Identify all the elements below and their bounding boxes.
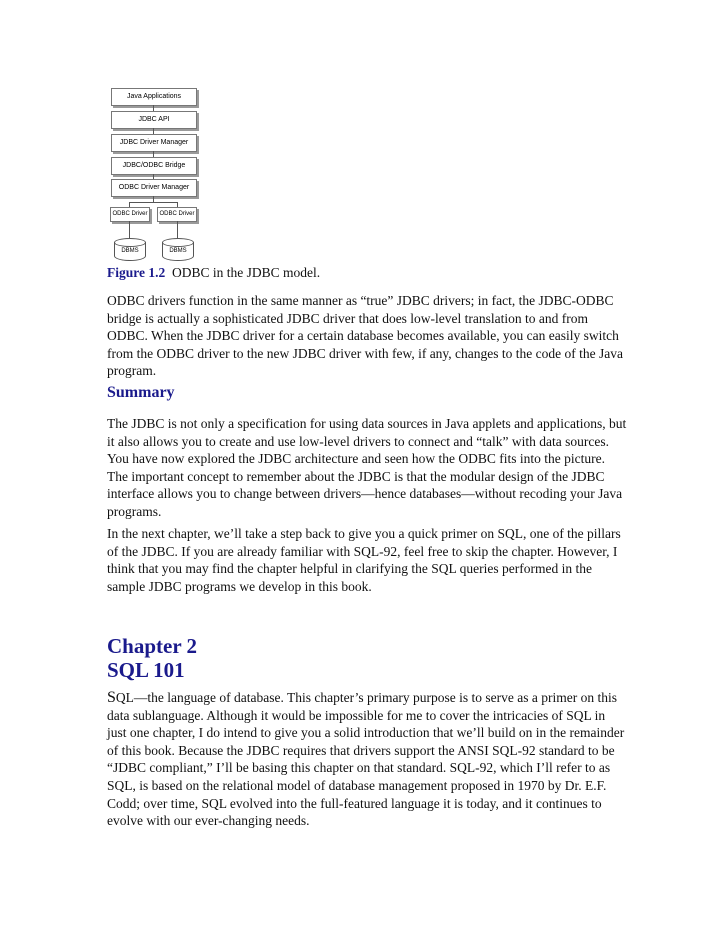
database-icon bbox=[114, 238, 146, 262]
box-odbc-driver-1: ODBC Driver bbox=[110, 207, 150, 222]
paragraph-next-chapter: In the next chapter, we’ll take a step back to give you a quick primer on SQL, one of the pillars of the JDBC. If you are already familiar with SQL-92, feel free to skip the chapter. However, I think that you may find the chapter helpful in clarifying the SQL queries performed in the sample JDBC programs we develop in this book. bbox=[107, 526, 621, 594]
figure-label: Figure 1.2 bbox=[107, 265, 166, 280]
box-jdbc-api: JDBC API bbox=[111, 111, 197, 129]
chapter-heading bbox=[107, 634, 197, 682]
box-java-applications: Java Applications bbox=[111, 88, 197, 106]
paragraph-summary: The JDBC is not only a specification for using data sources in Java applets and applications, but it also allows you to create and use low-level drivers to connect and “talk” with data sources. You have now explored the JDBC architecture and seen how the ODBC fits into the picture. The important concept to remember about the JDBC is that the modular design of the JDBC interface allows you to change between drivers—hence databases—without recoding your Java programs. bbox=[107, 416, 627, 519]
connector-line bbox=[129, 202, 177, 203]
paragraph-odbc-drivers: ODBC drivers function in the same manner as “true” JDBC drivers; in fact, the JDBC-ODBC bridge is actually a sophisticated JDBC driver that does low-level translation to and from ODBC. When the JDBC driver for a certain database becomes available, you can easily switch from the ODBC driver to the new JDBC driver with few, if any, changes to the code of the Java program. bbox=[107, 293, 623, 379]
box-odbc-driver-manager: ODBC Driver Manager bbox=[111, 179, 197, 197]
figure-caption-text: ODBC in the JDBC model. bbox=[172, 265, 321, 280]
database-icon bbox=[162, 238, 194, 262]
dbms-label-1: DBMS bbox=[121, 248, 139, 254]
paragraph-sql-intro-text: QL—the language of database. This chapter’s primary purpose is to serve as a primer on this data sublanguage. Although it would be impossible for me to cover the intricacies of SQL in just one chapter, I do intend to give you a solid introduction that we’ll build on in the remainder of this book. Because the JDBC requires that drivers support the ANSI SQL-92 standard to be “JDBC compliant,” I’ll be basing this chapter on that standard. SQL-92, which I’ll refer to as SQL, is based on the relational model of database management proposed in 1970 by Dr. E.F. Codd; over time, SQL evolved into the full-featured language it is today, and it continues to evolve with our ever-changing needs. bbox=[107, 690, 625, 829]
chapter-title: SQL 101 bbox=[107, 658, 185, 682]
chapter-number: Chapter 2 bbox=[107, 634, 198, 658]
box-odbc-driver-2: ODBC Driver bbox=[157, 207, 197, 222]
figure-caption bbox=[107, 265, 320, 281]
paragraph-sql-intro bbox=[107, 689, 627, 830]
box-jdbc-driver-manager: JDBC Driver Manager bbox=[111, 134, 197, 152]
odbc-jdbc-diagram bbox=[107, 80, 217, 260]
box-jdbc-odbc-bridge: JDBC/ODBC Bridge bbox=[111, 157, 197, 175]
drop-initial: S bbox=[107, 689, 116, 706]
dbms-label-2: DBMS bbox=[169, 248, 187, 254]
summary-heading: Summary bbox=[107, 384, 175, 401]
